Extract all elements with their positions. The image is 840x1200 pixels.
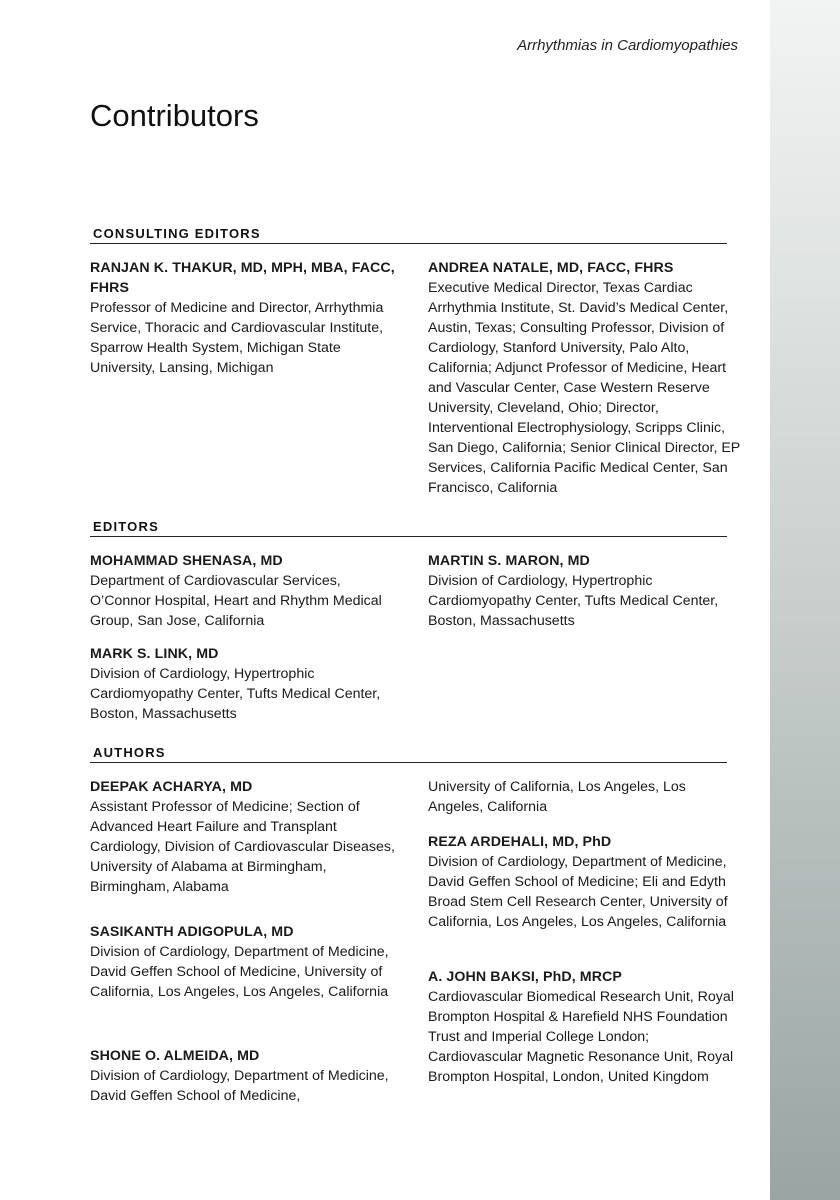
contributor-entry [90, 922, 405, 1002]
contributor-name: A. JOHN BAKSI, PhD, MRCP [428, 969, 622, 985]
contributor-affiliation: Division of Cardiology, Department of Medicine, David Geffen School of Medicine; Eli and Edyth Broad Stem Cell Research Center, University of California, Los Angeles, Los Angeles, California [428, 854, 728, 930]
contributor-affiliation: Cardiovascular Biomedical Research Unit, Royal Brompton Hospital & Harefield NHS Foundation Trust and Imperial College London; Cardiovascular Magnetic Resonance Unit, Royal Brompton Hospital, London, United Kingdom [428, 989, 734, 1085]
contributor-entry [90, 1046, 405, 1106]
contributor-entry [428, 551, 743, 631]
section-heading-consulting-editors: CONSULTING EDITORS [90, 226, 727, 244]
page-title: Contributors [90, 98, 259, 133]
contributor-affiliation: University of California, Los Angeles, Los Angeles, California [428, 779, 686, 815]
contributor-entry-continuation [428, 777, 743, 817]
contributor-name: ANDREA NATALE, MD, FACC, FHRS [428, 260, 674, 276]
page-edge-tab [770, 0, 840, 1200]
section-heading-editors: EDITORS [90, 519, 727, 537]
contributor-name: REZA ARDEHALI, MD, PhD [428, 834, 612, 850]
contributor-entry [428, 832, 743, 932]
contributor-affiliation: Professor of Medicine and Director, Arrhythmia Service, Thoracic and Cardiovascular Institute, Sparrow Health System, Michigan State University, Lansing, Michigan [90, 300, 384, 376]
contributor-affiliation: Executive Medical Director, Texas Cardiac Arrhythmia Institute, St. David’s Medical Center, Austin, Texas; Consulting Professor, Division of Cardiology, Stanford University, Palo Alto, California; Adjunct Professor of Medicine, Heart and Vascular Center, Case Western Reserve University, Cleveland, Ohio; Director, Interventional Electrophysiology, Scripps Clinic, San Diego, California; Senior Clinical Director, EP Services, California Pacific Medical Center, San Francisco, California [428, 280, 741, 496]
contributor-name: MARK S. LINK, MD [90, 646, 219, 662]
contributor-affiliation: Assistant Professor of Medicine; Section of Advanced Heart Failure and Transplant Cardiology, Division of Cardiovascular Diseases, University of Alabama at Birmingham, Birmingham, Alabama [90, 799, 395, 895]
contributor-name: DEEPAK ACHARYA, MD [90, 779, 253, 795]
contributor-entry [90, 258, 405, 378]
contributor-affiliation: Department of Cardiovascular Services, O’Connor Hospital, Heart and Rhythm Medical Group, San Jose, California [90, 573, 382, 629]
contributor-affiliation: Division of Cardiology, Department of Medicine, David Geffen School of Medicine, [90, 1068, 389, 1104]
section-heading-authors: AUTHORS [90, 745, 727, 763]
contributor-entry [428, 258, 740, 498]
contributor-affiliation: Division of Cardiology, Hypertrophic Cardiomyopathy Center, Tufts Medical Center, Boston, Massachusetts [90, 666, 381, 722]
contributor-name: SASIKANTH ADIGOPULA, MD [90, 924, 294, 940]
contributor-name: MOHAMMAD SHENASA, MD [90, 553, 283, 569]
contributor-name: SHONE O. ALMEIDA, MD [90, 1048, 260, 1064]
contributor-entry [428, 967, 740, 1087]
contributor-affiliation: Division of Cardiology, Department of Medicine, David Geffen School of Medicine, University of California, Los Angeles, Los Angeles, California [90, 944, 389, 1000]
running-head: Arrhythmias in Cardiomyopathies [517, 37, 738, 54]
contributor-entry [90, 777, 405, 897]
contributor-affiliation: Division of Cardiology, Hypertrophic Cardiomyopathy Center, Tufts Medical Center, Boston, Massachusetts [428, 573, 719, 629]
contributor-entry [90, 551, 405, 631]
contributor-entry [90, 644, 405, 724]
contributor-name: MARTIN S. MARON, MD [428, 553, 590, 569]
contributor-name: RANJAN K. THAKUR, MD, MPH, MBA, FACC, FHRS [90, 260, 395, 296]
